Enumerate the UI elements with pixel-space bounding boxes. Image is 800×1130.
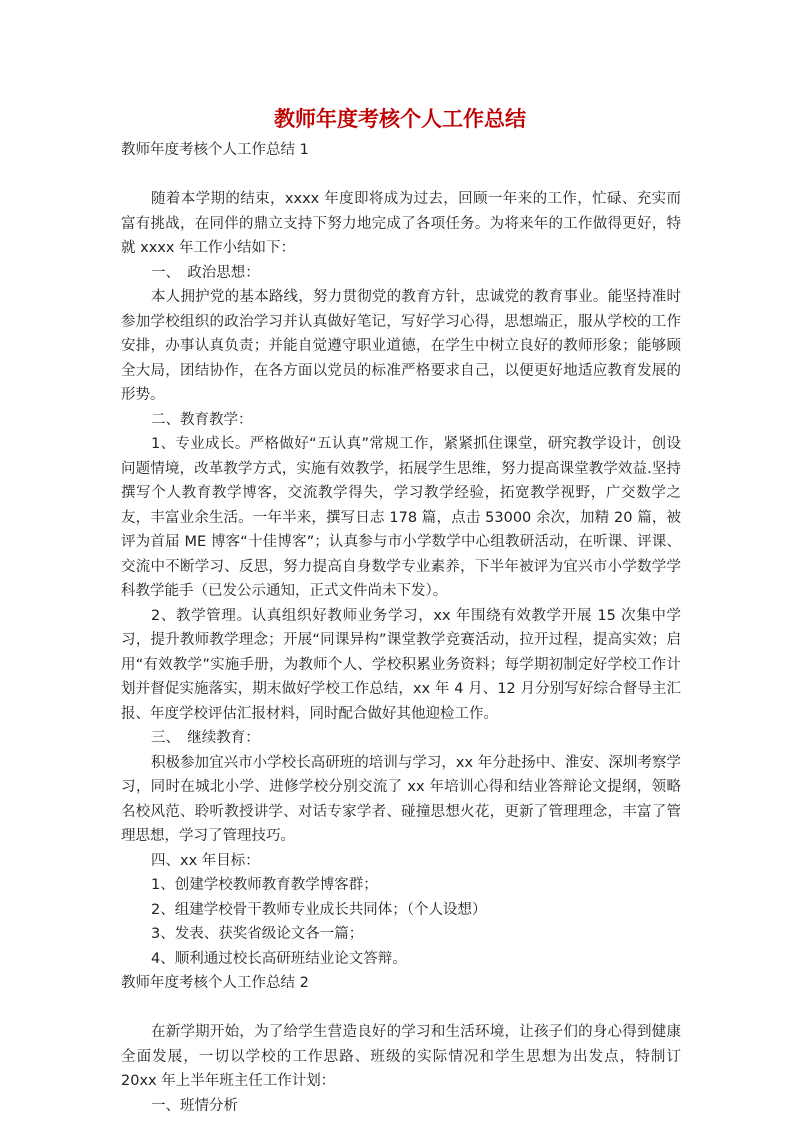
subheading: 一、 政治思想： [151,264,260,281]
section-heading: 教师年度考核个人工作总结 1 [121,142,309,158]
document-title: 教师年度考核个人工作总结 [274,107,526,131]
paragraph: 在新学期开始，为了给学生营造良好的学习和生活环境，让孩子们的身心得到健康全面发展，一切以学校的工作思路、班级的实际情况和学生思想为出发点，特制订 20xx 年上半年班主任工作计划： [121,1024,681,1089]
subheading: 三、 继续教育： [151,730,260,746]
list-item: 2、组建学校骨干教师专业成长共同体；（个人设想） [151,901,487,918]
subheading: 二、教育教学： [151,411,253,428]
paragraph: 本人拥护党的基本路线，努力贯彻党的教育方针，忠诚党的教育事业。能坚持准时参加学校组织的政治学习并认真做好笔记，写好学习心得，思想端正，服从学校的工作安排，办事认真负责；并能自觉遵守职业道德，在学生中树立良好的教师形象；能够顾全大局，团结协作，在各方面以党员的标准严格要求自己，以便更好地适应教育发展的形势。 [121,289,681,403]
blank-line [121,163,681,188]
paragraph: 积极参加宜兴市小学校长高研班的培训与学习，xx 年分赴扬中、淮安、深圳考察学习，同时在城北小学、进修学校分别交流了 xx 年培训心得和结业答辩论文提纲，领略名校风范、聆听教授讲学、对话专家学者、碰撞思想火花，更新了管理理念，丰富了管理思想，学习了管理技巧。 [121,754,681,844]
subheading: 一、班情分析 [151,1097,238,1114]
paragraph: 随着本学期的结束，xxxx 年度即将成为过去，回顾一年来的工作，忙碌、充实而富有挑战，在同伴的鼎立支持下努力地完成了各项任务。为将来年的工作做得更好，特就 xxxx 年工作小结如下： [121,191,681,256]
list-item: 1、创建学校教师教育教学博客群； [151,877,378,893]
subheading: 四、xx 年目标： [151,852,260,869]
document-body [121,138,681,1118]
section-heading: 教师年度考核个人工作总结 2 [121,975,309,991]
list-item: 4、顺利通过校长高研班结业论文答辩。 [151,950,407,967]
paragraph: 2、教学管理。认真组织好教师业务学习，xx 年围绕有效教学开展 15 次集中学习，提升教师教学理念；开展“同课异构”课堂教学竞赛活动，拉开过程，提高实效；启用“有效教学”实施手册，为教师个人、学校积累业务资料；每学期初制定好学校工作计划并督促实施落实，期末做好学校工作总结，xx 年 4 月、12 月分别写好综合督导主汇报、年度学校评估汇报材料，同时配合做好其他迎检工作。 [121,607,681,722]
blank-line [121,996,681,1021]
list-item: 3、发表、获奖省级论文各一篇； [151,926,364,942]
paragraph: 1、专业成长。严格做好“五认真”常规工作，紧紧抓住课堂，研究教学设计，创设问题情境，改革教学方式，实施有效教学，拓展学生思维，努力提高课堂教学效益.坚持撰写个人教育教学博客，交流教学得失，学习教学经验，拓宽教学视野，广交数学之友，丰富业余生活。一年半来，撰写日志 178 篇，点击 53000 余次，加精 20 篇，被评为首届 ME 博客“十佳博客”；认真参与市小学数学中心组教研活动，在听课、评课、交流中不断学习、反思，努力提高自身数学专业素养，下半年被评为宜兴市小学数学学科教学能手（已发公示通知，正式文件尚未下发）。 [121,436,681,599]
